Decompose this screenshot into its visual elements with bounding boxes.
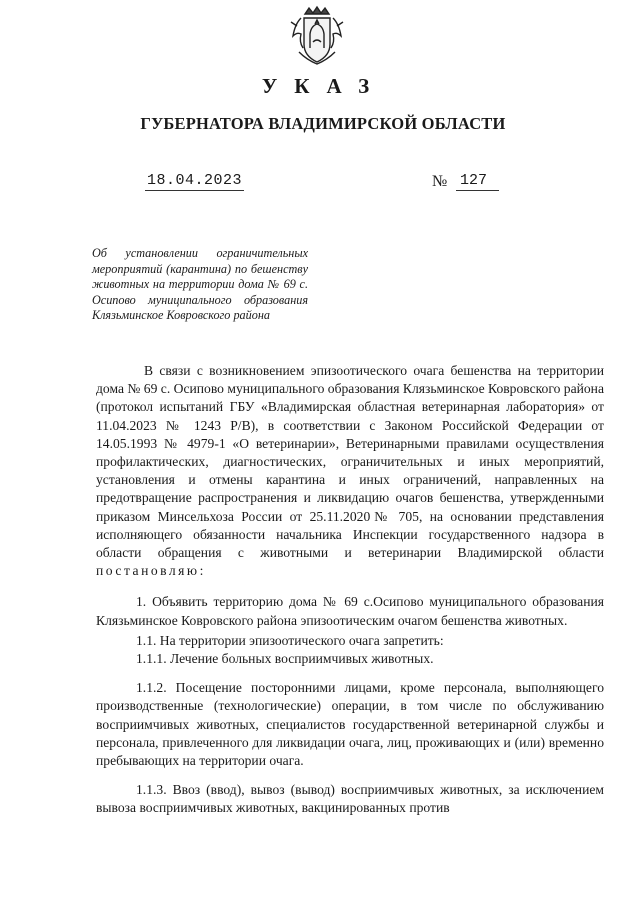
decree-number: 127 <box>456 172 499 191</box>
preamble-text: В связи с возникновением эпизоотического очага бешенства на территории дома № 69 с. Осипово муниципального образования Клязьминское Ковровского района (протокол испытаний ГБУ «Владимирская областная ветеринарная лаборатория» от 11.04.2023 № 1243 Р/В), в соответствии с Законом Российской Федерации от 14.05.1993 № 4979-1 «О ветеринарии», Ветеринарными правилами осуществления профилактических, диагностических, ограничительных и иных мероприятий, установления и отмены карантина и иных ограничений, направленных на предотвращение распространения и ликвидацию очагов бешенства, утвержденными приказом Минсельхоза России от 25.11.2020№ 705, на основании представления исполняющего обязанности начальника Инспекции государственного надзора в области обращения с животными и ветеринарии Владимирской области <box>96 363 604 561</box>
paragraph-1-1-1: 1.1.1. Лечение больных восприимчивых животных. <box>136 651 434 667</box>
paragraph-1-1-2: 1.1.2. Посещение посторонними лицами, кроме персонала, выполняющего производственные (технологические) операции, в том числе по обслуживанию восприимчивых животных, специалистов государственной ветеринарной службы и персонала, привлеченного для ликвидации очага, лиц, проживающих и (или) временно пребывающих на территории очага. <box>96 680 604 769</box>
issuer-title: ГУБЕРНАТОРА ВЛАДИМИРСКОЙ ОБЛАСТИ <box>140 114 506 133</box>
decree-date: 18.04.2023 <box>147 172 243 189</box>
number-label: № <box>432 173 448 190</box>
preamble-end: постановляю: <box>96 563 206 579</box>
decree-subject: Об установлении ограничительных мероприятий (карантина) по бешенству животных на территории дома № 69 с. Осипово муниципального образования Клязьминское Ковровского района <box>92 246 308 323</box>
preamble-paragraph <box>96 362 604 580</box>
decree-body <box>96 362 604 818</box>
decree-title: УКАЗ <box>261 74 387 98</box>
paragraph-1: 1. Объявить территорию дома № 69 с.Осипово муниципального образования Клязьминское Ковровского района эпизоотическим очагом бешенства животных. <box>96 594 604 628</box>
paragraph-1-1-3: 1.1.3. Ввоз (ввод), вывоз (вывод) восприимчивых животных, за исключением вывоза восприимчивых животных, вакцинированных против <box>96 782 604 816</box>
coat-of-arms-icon <box>287 4 347 66</box>
paragraph-1-1: 1.1. На территории эпизоотического очага запретить: <box>136 632 444 648</box>
